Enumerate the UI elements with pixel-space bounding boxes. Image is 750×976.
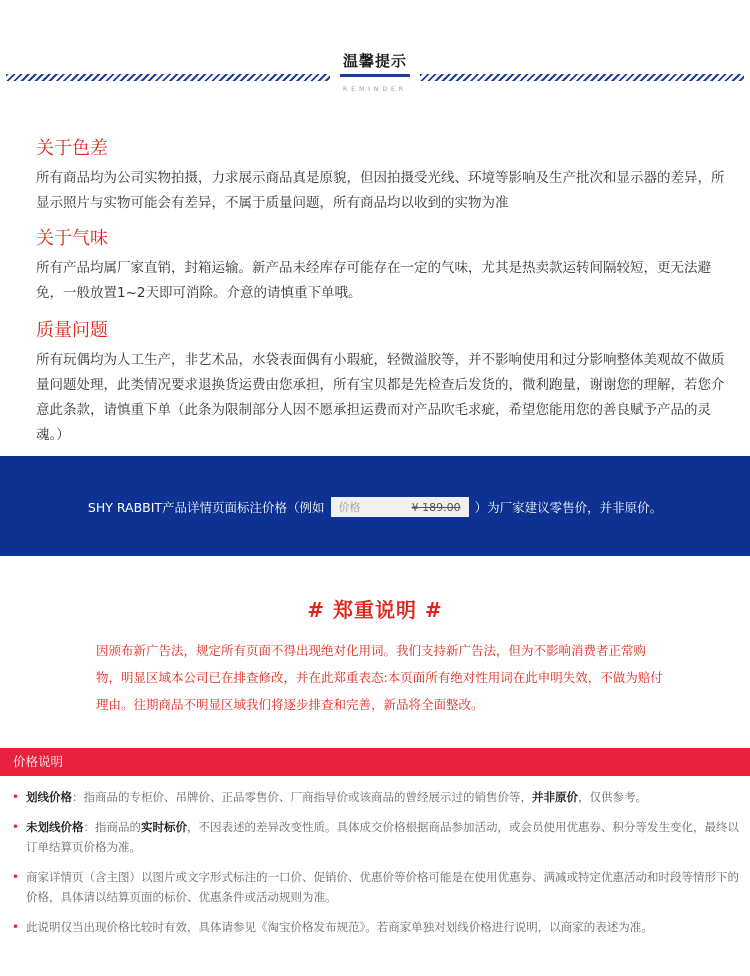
list-item	[12, 917, 742, 937]
header-stripe-left	[6, 74, 330, 81]
header-stripe-right	[420, 74, 744, 81]
header-title: 温馨提示	[342, 52, 407, 70]
item-text: ：指商品的	[83, 820, 141, 834]
header-underline	[340, 74, 410, 77]
emphasis-text: 实时标价	[141, 820, 187, 834]
price-explain-heading: 价格说明	[0, 748, 750, 776]
item-text: ：指商品的专柜价、吊牌价、正品零售价、厂商指导价或该商品的曾经展示过的销售价等，	[72, 790, 532, 804]
term-label: 划线价格	[26, 790, 72, 804]
notice-title: 质量问题	[36, 320, 108, 341]
notice-color-difference	[36, 134, 726, 216]
reminder-header	[0, 46, 750, 106]
item-text: 此说明仅当出现价格比较时有效，具体请参见《淘宝价格发布规范》。若商家单独对划线价格进行说明，以商家的表述为准。	[26, 920, 653, 934]
notice-title: 关于色差	[36, 138, 108, 159]
notice-title: 关于气味	[36, 228, 108, 249]
price-notice-row	[0, 497, 750, 517]
list-item	[12, 817, 742, 857]
declaration-body: 因颁布新广告法，规定所有页面不得出现绝对化用词。我们支持新广告法，但为不影响消费者正常购物，明显区域本公司已在排查修改，并在此郑重表态:本页面所有绝对性用词在此申明失效，不做为赔付理由。往期商品不明显区域我们将逐步排查和完善，新品将全面整改。	[96, 643, 663, 712]
item-text: ，不因表述的差异改变性质。具体成交价格根据商品参加活动，或会员使用优惠券、积分等发生变化，最终以订单结算页价格为准。	[26, 820, 739, 854]
bullet-icon: •	[12, 870, 20, 884]
list-item	[12, 787, 742, 807]
notice-body: 所有产品均属厂家直销，封箱运输。新产品未经库存可能存在一定的气味，尤其是热卖款运转间隔较短，更无法避免，一般放置1~2天即可消除。介意的请慎重下单哦。	[36, 260, 711, 301]
declaration-title: # 郑重说明 #	[307, 598, 443, 622]
bullet-icon: •	[12, 790, 20, 804]
notice-body: 所有玩偶均为人工生产，非艺术品，水袋表面偶有小瑕疵，轻微溢胶等，并不影响使用和过分影响整体美观故不做质量问题处理，此类情况要求退换货运费由您承担，所有宝贝都是先检查后发货的，微利跑量，谢谢您的理解，若您介意此条款，请慎重下单（此条为限制部分人因不愿承担运费而对产品吹毛求疵，希望您能用您的善良赋予产品的灵魂。）	[36, 352, 725, 443]
bullet-icon: •	[12, 920, 20, 934]
sample-price-box	[331, 497, 469, 517]
band-text-before: SHY RABBIT产品详情页面标注价格（例如	[87, 500, 325, 515]
list-item	[12, 867, 742, 907]
notice-odor	[36, 224, 726, 306]
band-text-after: ）为厂家建议零售价，并非原价。	[474, 500, 663, 515]
sample-price-label: 价格	[338, 501, 361, 514]
header-subtitle: REMINDER	[343, 86, 407, 93]
sample-price-value: ¥ 189.00	[411, 500, 461, 514]
price-explain-list	[12, 787, 742, 947]
price-notice-band	[0, 456, 750, 556]
item-text: ，仅供参考。	[578, 790, 647, 804]
item-text: 商家详情页（含主图）以图片或文字形式标注的一口价、促销价、优惠价等价格可能是在使用优惠券、满减或特定优惠活动和时段等情形下的价格，具体请以结算页面的标价、优惠条件或活动规则为准。	[26, 870, 739, 904]
notice-quality	[36, 316, 726, 448]
bullet-icon: •	[12, 820, 20, 834]
emphasis-text: 并非原价	[532, 790, 578, 804]
term-label: 未划线价格	[26, 820, 84, 834]
notice-body: 所有商品均为公司实物拍摄，力求展示商品真是原貌，但因拍摄受光线、环境等影响及生产批次和显示器的差异，所显示照片与实物可能会有差异，不属于质量问题，所有商品均以收到的实物为准	[36, 170, 725, 211]
